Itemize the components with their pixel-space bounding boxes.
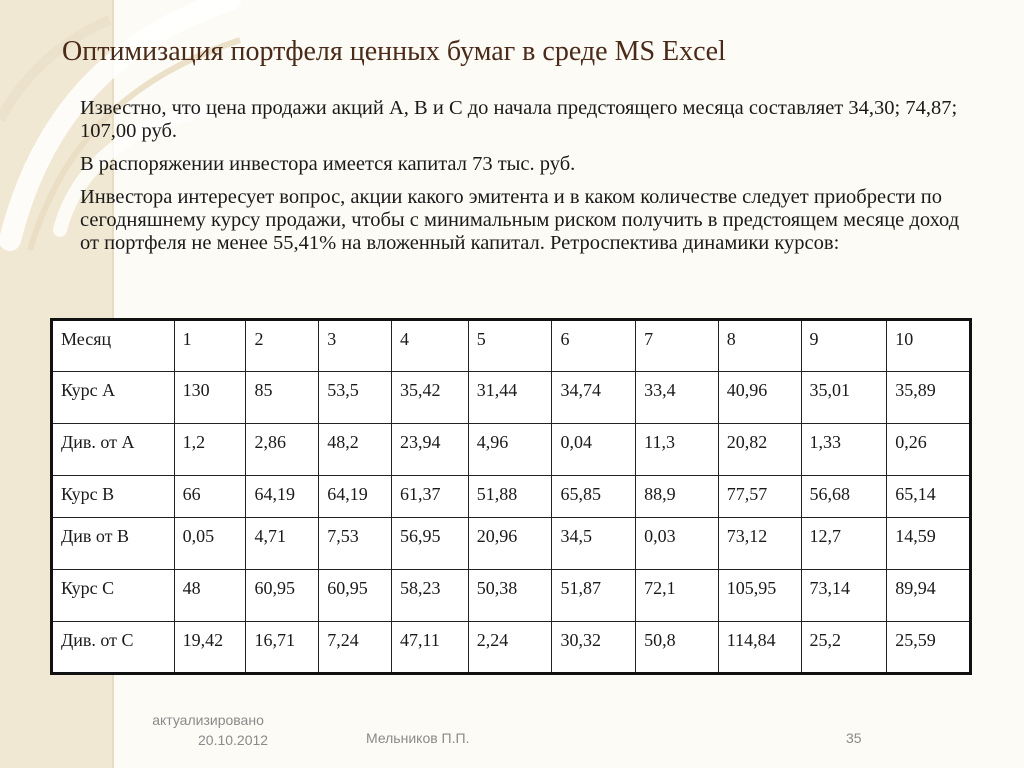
table-row	[52, 476, 971, 518]
table-row-label: Курс С	[52, 570, 175, 622]
table-cell: 51,88	[468, 476, 552, 518]
paragraph-question: Инвестора интересует вопрос, акции какого эмитента и в каком количестве следует приобрести по сегодняшнему курсу продажи, чтобы с минимальным риском получить в предстоящем месяце доход от портфеля не менее 55,41% на вложенный капитал. Ретроспектива динамики курсов:	[80, 186, 960, 254]
slide-body	[80, 97, 960, 265]
table-row-label: Курс А	[52, 372, 175, 424]
table-cell: 58,23	[392, 570, 469, 622]
paragraph-capital: В распоряжении инвестора имеется капитал 73 тыс. руб.	[80, 153, 576, 175]
table-cell: 77,57	[718, 476, 801, 518]
table-cell: 8	[718, 320, 801, 372]
table-cell: 0,04	[552, 424, 636, 476]
table-cell: 16,71	[246, 622, 319, 674]
table-cell: 2	[246, 320, 319, 372]
table-header-row	[52, 320, 971, 372]
table-cell: 50,8	[636, 622, 719, 674]
table-cell: 105,95	[718, 570, 801, 622]
table-cell: 61,37	[392, 476, 469, 518]
table-cell: 5	[468, 320, 552, 372]
table-cell: 56,95	[392, 518, 469, 570]
footer-updated-label: актуализировано	[152, 712, 264, 728]
table-cell: 130	[174, 372, 246, 424]
table-cell: 19,42	[174, 622, 246, 674]
table-row	[52, 622, 971, 674]
table-row-label: Див. от С	[52, 622, 175, 674]
table-cell: 25,2	[801, 622, 887, 674]
table-cell: 1,2	[174, 424, 246, 476]
table-cell: 4,71	[246, 518, 319, 570]
table-cell: 11,3	[636, 424, 719, 476]
table-cell: 34,5	[552, 518, 636, 570]
table-cell: 40,96	[718, 372, 801, 424]
table-cell: 12,7	[801, 518, 887, 570]
table-cell: 34,74	[552, 372, 636, 424]
table-cell: 2,24	[468, 622, 552, 674]
table-row	[52, 518, 971, 570]
table-cell: 7,53	[319, 518, 392, 570]
table-cell: 20,96	[468, 518, 552, 570]
table-cell: 23,94	[392, 424, 469, 476]
table-cell: 14,59	[887, 518, 971, 570]
table-cell: 25,59	[887, 622, 971, 674]
table-cell: 3	[319, 320, 392, 372]
table-cell: 0,03	[636, 518, 719, 570]
table-cell: 30,32	[552, 622, 636, 674]
table-cell: 89,94	[887, 570, 971, 622]
table-cell: 6	[552, 320, 636, 372]
table-cell: 85	[246, 372, 319, 424]
table-cell: 73,12	[718, 518, 801, 570]
table-cell: 35,42	[392, 372, 469, 424]
table-row-label: Месяц	[52, 320, 175, 372]
table-cell: 1,33	[801, 424, 887, 476]
table-cell: 60,95	[246, 570, 319, 622]
table-cell: 1	[174, 320, 246, 372]
footer-updated-date: 20.10.2012	[198, 732, 269, 748]
table-cell: 2,86	[246, 424, 319, 476]
table-cell: 47,11	[392, 622, 469, 674]
table-cell: 7,24	[319, 622, 392, 674]
table-cell: 66	[174, 476, 246, 518]
table-cell: 114,84	[718, 622, 801, 674]
table-cell: 48	[174, 570, 246, 622]
footer-updated	[148, 710, 268, 750]
table-cell: 53,5	[319, 372, 392, 424]
table-cell: 35,89	[887, 372, 971, 424]
table-cell: 51,87	[552, 570, 636, 622]
table-cell: 65,85	[552, 476, 636, 518]
table-row-label: Див. от А	[52, 424, 175, 476]
table-cell: 4	[392, 320, 469, 372]
table-cell: 9	[801, 320, 887, 372]
footer-author: Мельников П.П.	[366, 730, 470, 746]
footer-page-number: 35	[846, 730, 862, 746]
table-cell: 72,1	[636, 570, 719, 622]
table-cell: 56,68	[801, 476, 887, 518]
table-cell: 88,9	[636, 476, 719, 518]
table-row-label: Див от В	[52, 518, 175, 570]
table-cell: 33,4	[636, 372, 719, 424]
table-row-label: Курс В	[52, 476, 175, 518]
table-cell: 0,26	[887, 424, 971, 476]
table-cell: 4,96	[468, 424, 552, 476]
table-cell: 50,38	[468, 570, 552, 622]
slide-title: Оптимизация портфеля ценных бумаг в среде MS Excel	[62, 36, 726, 67]
table-cell: 35,01	[801, 372, 887, 424]
table-cell: 7	[636, 320, 719, 372]
table-cell: 65,14	[887, 476, 971, 518]
table-cell: 64,19	[319, 476, 392, 518]
table-row	[52, 424, 971, 476]
table-cell: 0,05	[174, 518, 246, 570]
table-cell: 60,95	[319, 570, 392, 622]
table-cell: 20,82	[718, 424, 801, 476]
table-row	[52, 570, 971, 622]
table-cell: 31,44	[468, 372, 552, 424]
rates-table	[50, 318, 972, 675]
table-cell: 73,14	[801, 570, 887, 622]
table-cell: 48,2	[319, 424, 392, 476]
paragraph-prices: Известно, что цена продажи акций А, В и С до начала предстоящего месяца составляет 34,30; 74,87; 107,00 руб.	[80, 97, 958, 142]
table-cell: 64,19	[246, 476, 319, 518]
table-cell: 10	[887, 320, 971, 372]
table-row	[52, 372, 971, 424]
